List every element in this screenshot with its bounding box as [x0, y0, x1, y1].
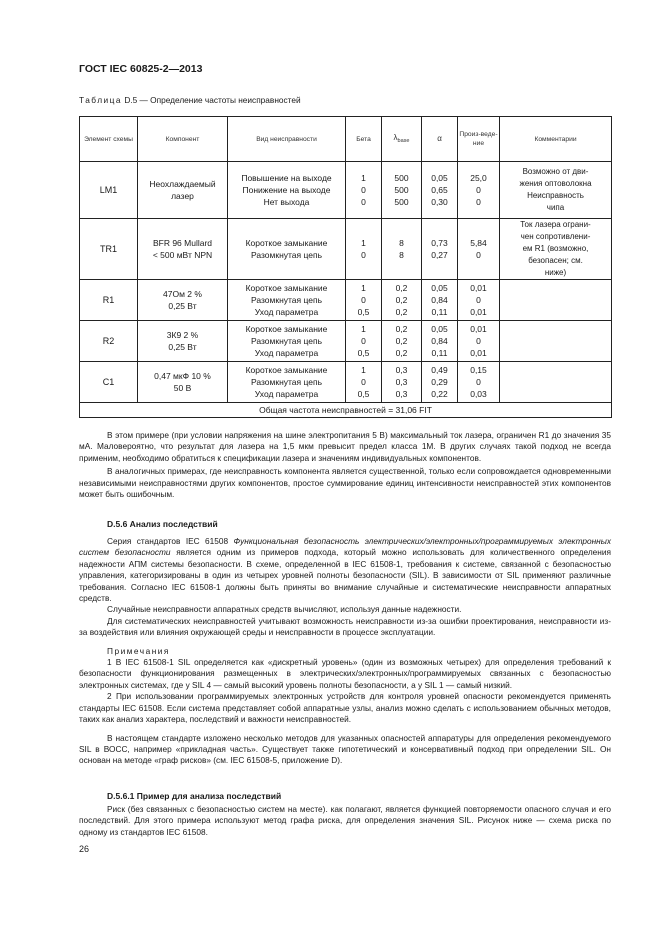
cell-product-line: 5,84: [470, 238, 487, 248]
cell-alpha-line: 0,05: [431, 173, 448, 183]
cell-failure-mode: [228, 280, 346, 321]
cell-alpha-line: 0,05: [431, 283, 448, 293]
document-header: ГОСТ IEC 60825-2—2013: [79, 63, 203, 75]
cell-product-line: 0,01: [470, 307, 487, 317]
cell-beta-line: 1: [361, 324, 366, 334]
lambda-symbol: λ: [393, 132, 398, 142]
cell-beta-line: 0,5: [357, 307, 370, 317]
col-header-text: Вид неисправности: [256, 135, 317, 143]
col-header-text: Бета: [356, 135, 371, 143]
cell-component: [138, 162, 228, 219]
col-header-text: Произ-веде-ние: [459, 131, 498, 147]
cell-beta-line: 0,5: [357, 348, 370, 358]
cell-product-line: 0: [476, 336, 481, 346]
cell-failure-mode-line: Уход параметра: [254, 348, 319, 358]
cell-beta-line: 1: [361, 238, 366, 248]
cell-failure-mode-line: Нет выхода: [263, 197, 310, 207]
cell-product: [458, 162, 500, 219]
text-run: является одним из примеров подхода, который можно использовать для количественного определения надежности АПМ системы безопасности. В схеме, определенной в IEC 61508-1, требования к системе, связанной с безопасностью управления, категоризированы в один из четырех уровней полноты безопасности (SIL). В зависимости от SIL применяют различные требования. Согласно IEC 61508-1 должны быть приняты во внимание случайные и систематические неисправности аппаратных средств.: [79, 547, 611, 604]
cell-failure-mode: [228, 219, 346, 280]
paragraph: Случайные неисправности аппаратных средств вычисляют, используя данные надежности.: [107, 604, 462, 615]
table-row: [80, 321, 612, 362]
cell-product-line: 0,03: [470, 389, 487, 399]
cell-beta-line: 0: [361, 377, 366, 387]
cell-product-line: 0,15: [470, 365, 487, 375]
cell-product-line: 0: [476, 377, 481, 387]
cell-comment: [500, 362, 612, 403]
cell-beta-line: 0: [361, 185, 366, 195]
cell-failure-mode-line: Повышение на выходе: [241, 173, 332, 183]
cell-lambda: [382, 321, 422, 362]
cell-comment-line: ем R1 (возможно,: [522, 244, 589, 253]
cell-alpha-line: 0,11: [431, 348, 448, 358]
cell-beta: [346, 321, 382, 362]
cell-element: R1: [80, 280, 138, 321]
table-row: [80, 280, 612, 321]
cell-product-line: 0,01: [470, 283, 487, 293]
cell-component-line: 0,25 Вт: [168, 342, 197, 352]
cell-lambda-line: 500: [394, 185, 409, 195]
cell-component: [138, 219, 228, 280]
cell-alpha-line: 0,84: [431, 336, 448, 346]
cell-alpha-line: 0,49: [431, 365, 448, 375]
cell-comment: [500, 321, 612, 362]
body-block-1: [79, 430, 611, 500]
cell-comment-line: Неисправность: [527, 191, 584, 200]
cell-comment-line: Ток лазера ограни-: [520, 220, 591, 229]
col-header-lambda: [382, 117, 422, 162]
cell-beta-line: 1: [361, 283, 366, 293]
cell-component-line: < 500 мВт NPN: [152, 250, 213, 260]
col-header-product: [458, 117, 500, 162]
cell-beta: [346, 219, 382, 280]
col-header-component: [138, 117, 228, 162]
cell-comment: [500, 280, 612, 321]
cell-lambda: [382, 280, 422, 321]
cell-beta-line: 0: [361, 197, 366, 207]
notes-label: [79, 646, 611, 657]
cell-beta-line: 0,5: [357, 389, 370, 399]
cell-failure-mode-line: Короткое замыкание: [245, 283, 328, 293]
cell-alpha-line: 0,73: [431, 238, 448, 248]
cell-product-line: 0: [476, 185, 481, 195]
cell-alpha-line: 0,27: [431, 250, 448, 260]
cell-component-line: лазер: [171, 191, 194, 201]
cell-failure-mode-line: Короткое замыкание: [245, 324, 328, 334]
cell-product-line: 0: [476, 250, 481, 260]
note-2: 2 При использовании программируемых электронных устройств для контроля уровней опасности рекомендуется применять стандарты IEC 61508. Если система представляет собой аппаратные узлы, анализ можно сделать с использованием обычных методов, таких как анализ характера, последствий и важности неисправностей.: [79, 691, 611, 725]
cell-component-line: 50 В: [173, 383, 192, 393]
cell-failure-mode: [228, 321, 346, 362]
body-block-2: [79, 536, 611, 767]
paragraph: Для систематических неисправностей учитывают возможность неисправности из-за ошибки проектирования, неисправности из-за воздействия или влияния окружающей среды и неисправности в процессе эксплуатации.: [79, 615, 611, 638]
table-total-row: [80, 403, 612, 418]
page-number: 26: [79, 844, 90, 854]
cell-lambda-line: 500: [394, 197, 409, 207]
cell-product: [458, 280, 500, 321]
cell-alpha-line: 0,05: [431, 324, 448, 334]
col-header-text: α: [437, 134, 442, 143]
cell-failure-mode-line: Разомкнутая цепь: [250, 377, 323, 387]
cell-failure-mode: [228, 162, 346, 219]
table-row: [80, 219, 612, 280]
cell-alpha-line: 0,65: [431, 185, 448, 195]
cell-lambda-line: 0,2: [395, 295, 408, 305]
cell-component: [138, 280, 228, 321]
failure-rate-table: [79, 116, 612, 418]
cell-product-line: 25,0: [470, 173, 487, 183]
cell-lambda-line: 0,3: [395, 389, 408, 399]
cell-comment-line: чен сопротивлени-: [520, 232, 591, 241]
table-row: [80, 162, 612, 219]
cell-component-line: 47Ом 2 %: [163, 289, 202, 299]
cell-lambda-line: 0,2: [395, 336, 408, 346]
col-header-mode: [228, 117, 346, 162]
caption-text: D.5 — Определение частоты неисправностей: [122, 95, 301, 105]
cell-beta: [346, 362, 382, 403]
cell-failure-mode-line: Короткое замыкание: [245, 238, 328, 248]
cell-lambda-line: 500: [394, 173, 409, 183]
col-header-text: Комментарии: [534, 135, 577, 143]
caption-label: Таблица: [79, 95, 123, 105]
cell-alpha: [422, 362, 458, 403]
cell-comment-line: Возможно от дви-: [522, 167, 589, 176]
lambda-subscript: base: [397, 137, 410, 144]
cell-lambda-line: 8: [399, 238, 404, 248]
cell-alpha: [422, 219, 458, 280]
cell-comment-line: ниже): [544, 268, 567, 277]
italic-title: Функциональная безопасность электрических/электронных/программируемых электронных систем безопасности: [79, 536, 611, 558]
cell-alpha-line: 0,22: [431, 389, 448, 399]
cell-comment-line: жения оптоволокна: [519, 179, 592, 188]
body-block-3: [79, 804, 611, 838]
cell-alpha-line: 0,30: [431, 197, 448, 207]
cell-failure-mode: [228, 362, 346, 403]
cell-product: [458, 321, 500, 362]
cell-failure-mode-line: Разомкнутая цепь: [250, 295, 323, 305]
cell-component-line: BFR 96 Mullard: [152, 238, 213, 248]
cell-product-line: 0,01: [470, 324, 487, 334]
cell-component-line: 3К9 2 %: [166, 330, 199, 340]
cell-lambda-line: 0,2: [395, 307, 408, 317]
col-header-text: Элемент схемы: [84, 135, 133, 143]
cell-failure-mode-line: Уход параметра: [254, 307, 319, 317]
cell-product: [458, 219, 500, 280]
cell-beta-line: 1: [361, 173, 366, 183]
cell-lambda-line: 0,3: [395, 377, 408, 387]
cell-element: LM1: [80, 162, 138, 219]
cell-beta-line: 0: [361, 250, 366, 260]
col-header-text: Компонент: [165, 135, 200, 143]
cell-alpha-line: 0,29: [431, 377, 448, 387]
text-run: Серия стандартов IEC 61508: [107, 536, 234, 546]
cell-beta: [346, 280, 382, 321]
cell-failure-mode-line: Разомкнутая цепь: [250, 336, 323, 346]
cell-component: [138, 321, 228, 362]
cell-alpha: [422, 162, 458, 219]
cell-alpha-line: 0,84: [431, 295, 448, 305]
cell-lambda-line: 0,2: [395, 283, 408, 293]
col-header-alpha: [422, 117, 458, 162]
cell-element: R2: [80, 321, 138, 362]
cell-beta-line: 1: [361, 365, 366, 375]
col-header-element: [80, 117, 138, 162]
cell-beta-line: 0: [361, 336, 366, 346]
cell-beta-line: 0: [361, 295, 366, 305]
cell-lambda: [382, 162, 422, 219]
table-header-row: [80, 117, 612, 162]
cell-failure-mode-line: Уход параметра: [254, 389, 319, 399]
cell-beta: [346, 162, 382, 219]
table-caption: [79, 95, 301, 105]
col-header-beta: [346, 117, 382, 162]
note-1: 1 В IEC 61508-1 SIL определяется как «дискретный уровень» (один из возможных четырех) для определения требований к безопасности функционирования размещенных в электрических/электронных/программируемых связанных с безопасностью электронных системах, где у SIL 4 — самый высокий уровень полноты безопасности, а у SIL 1 — самый низкий.: [79, 657, 611, 690]
paragraph-iec61508: [79, 536, 611, 604]
cell-product-line: 0,01: [470, 348, 487, 358]
cell-product-line: 0: [476, 197, 481, 207]
cell-lambda: [382, 362, 422, 403]
paragraph: В аналогичных примерах, где неисправность компонента является существенной, только если сопровождается одновременными независимыми неисправностями других компонентов, простое суммирование единиц интенсивности неисправностей этих компонентов может быть ошибочным.: [79, 466, 611, 500]
cell-component: [138, 362, 228, 403]
cell-lambda-line: 0,2: [395, 348, 408, 358]
cell-component-line: 0,25 Вт: [168, 301, 197, 311]
cell-alpha: [422, 321, 458, 362]
section-heading-d561: D.5.6.1 Пример для анализа последствий: [107, 791, 282, 801]
cell-component-line: Неохлаждаемый: [149, 179, 216, 189]
cell-failure-mode-line: Понижение на выходе: [242, 185, 331, 195]
cell-comment-line: безопасен; см.: [528, 256, 583, 265]
notes-label-text: Примечания: [107, 645, 170, 656]
cell-comment: [500, 219, 612, 280]
cell-product-line: 0: [476, 295, 481, 305]
cell-alpha-line: 0,11: [431, 307, 448, 317]
cell-lambda: [382, 219, 422, 280]
cell-comment-line: чипа: [546, 203, 565, 212]
cell-lambda-line: 0,3: [395, 365, 408, 375]
section-heading-d56: D.5.6 Анализ последствий: [107, 519, 218, 529]
cell-comment: [500, 162, 612, 219]
cell-component-line: 0,47 мкФ 10 %: [154, 371, 211, 381]
cell-failure-mode-line: Разомкнутая цепь: [250, 250, 323, 260]
paragraph: Риск (без связанных с безопасностью систем на месте). как полагают, является функцией повторяемости опасного случая и его последствий. Для этого примера используют метод графа риска, для определения значения SIL. Рисунок ниже — схема риска по одному из стандартов IEC 61508.: [79, 804, 611, 837]
table-row: [80, 362, 612, 403]
paragraph: В этом примере (при условии напряжения на шине электропитания 5 В) максимальный ток лазера, ограничен R1 до значения 35 мА. Маловероятно, что результат для лазера на 1,5 мкм превысит предел класса 1М. В других случаях такой подход не всегда применим, необходимо обратиться к спецификации лазера и значениям индивидуальных компонентов.: [79, 430, 611, 463]
cell-failure-mode-line: Короткое замыкание: [245, 365, 328, 375]
cell-element: C1: [80, 362, 138, 403]
cell-element: TR1: [80, 219, 138, 280]
col-header-comments: [500, 117, 612, 162]
cell-product: [458, 362, 500, 403]
paragraph: В настоящем стандарте изложено несколько методов для указанных опасностей аппаратуры для определения рекомендуемого SIL в ВОСС, например «прикладная часть». Существует также гипотетический и консервативный подход при определении SIL. Он основан на методе «граф рисков» (см. IEC 61508-5, приложение D).: [79, 732, 611, 766]
total-failure-rate: Общая частота неисправностей = 31,06 FIT: [80, 403, 612, 418]
cell-lambda-line: 0,2: [395, 324, 408, 334]
cell-alpha: [422, 280, 458, 321]
cell-lambda-line: 8: [399, 250, 404, 260]
